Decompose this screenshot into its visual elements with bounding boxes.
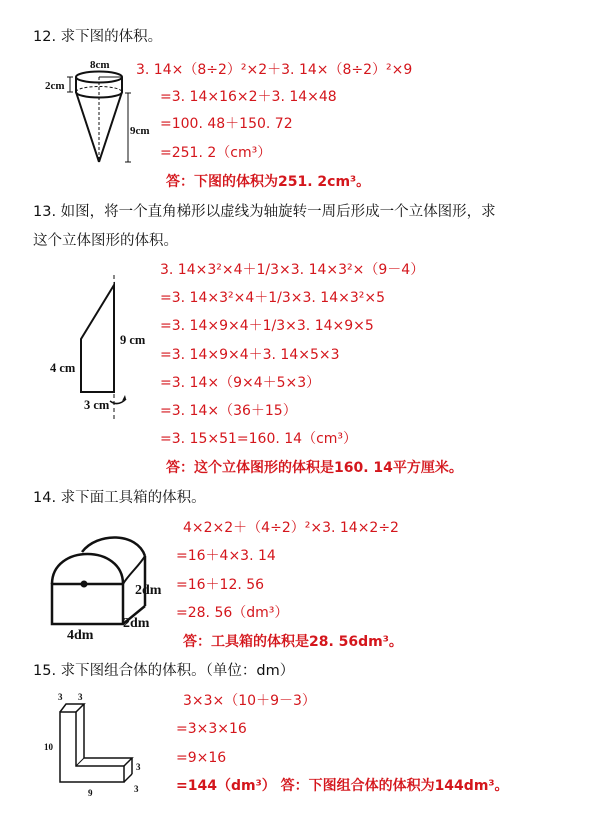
problem-13-question-line-1: 13. 如图，将一个直角梯形以虚线为轴旋转一周后形成一个立体图形，求 <box>33 204 496 220</box>
p15-step-2: =3×3×16 <box>176 721 247 737</box>
problem-15-figure <box>44 688 156 800</box>
figure-label-left: 4 cm <box>50 361 76 375</box>
figure-label-height: 9 cm <box>120 333 146 347</box>
p13-step-3: =3. 14×9×4＋1/3×3. 14×9×5 <box>160 318 374 334</box>
problem-12-question: 12. 求下图的体积。 <box>33 29 163 45</box>
figure-label-w: 9 <box>88 788 93 798</box>
p14-step-2: =16＋4×3. 14 <box>176 548 276 564</box>
problem-13-question-line-2: 这个立体图形的体积。 <box>33 233 178 249</box>
p13-step-6: =3. 14×（36＋15） <box>160 403 297 419</box>
problem-14-question: 14. 求下面工具箱的体积。 <box>33 490 206 506</box>
figure-label-d: 3 <box>134 784 139 794</box>
p12-step-1: 3. 14×（8÷2）²×2＋3. 14×（8÷2）²×9 <box>136 62 413 78</box>
figure-label-depth: 2dm <box>123 616 150 631</box>
p13-step-2: =3. 14×3²×4＋1/3×3. 14×3²×5 <box>160 290 386 306</box>
figure-label-a: 3 <box>58 692 63 702</box>
figure-label-c: 3 <box>136 762 141 772</box>
p14-step-4: =28. 56（dm³） <box>176 605 289 621</box>
p14-answer: 答：工具箱的体积是28. 56dm³。 <box>183 634 403 650</box>
p15-step-3: =9×16 <box>176 750 227 766</box>
p15-step-1: 3×3×（10＋9－3） <box>183 693 316 709</box>
p12-answer: 答：下图的体积为251. 2cm³。 <box>166 174 371 190</box>
p13-step-1: 3. 14×3²×4＋1/3×3. 14×3²×（9－4） <box>160 262 425 278</box>
problem-13-figure <box>44 275 154 420</box>
p13-step-5: =3. 14×（9×4＋5×3） <box>160 375 321 391</box>
p13-answer: 答：这个立体图形的体积是160. 14平方厘米。 <box>166 460 463 476</box>
figure-label-height: 2dm <box>135 583 162 598</box>
p14-step-1: 4×2×2＋（4÷2）²×3. 14×2÷2 <box>183 520 399 536</box>
p12-step-3: =100. 48＋150. 72 <box>160 116 293 132</box>
problem-15-question: 15. 求下图组合体的体积。（单位：dm） <box>33 663 295 679</box>
figure-label-bottom: 3 cm <box>84 398 110 412</box>
figure-label-top: 8cm <box>90 59 110 71</box>
p12-step-4: =251. 2（cm³） <box>160 145 272 161</box>
p15-answer: =144（dm³） 答：下图组合体的体积为144dm³。 <box>176 778 509 794</box>
p12-step-2: =3. 14×16×2＋3. 14×48 <box>160 89 337 105</box>
p13-step-7: =3. 15×51=160. 14（cm³） <box>160 431 358 447</box>
figure-label-h: 10 <box>44 742 53 752</box>
p14-step-3: =16＋12. 56 <box>176 577 265 593</box>
p13-step-4: =3. 14×9×4＋3. 14×5×3 <box>160 347 340 363</box>
figure-label-b: 3 <box>78 692 83 702</box>
figure-label-cone: 9cm <box>130 125 150 137</box>
problem-14-figure <box>45 526 173 644</box>
figure-label-width: 4dm <box>67 628 94 643</box>
figure-label-side: 2cm <box>45 80 65 92</box>
